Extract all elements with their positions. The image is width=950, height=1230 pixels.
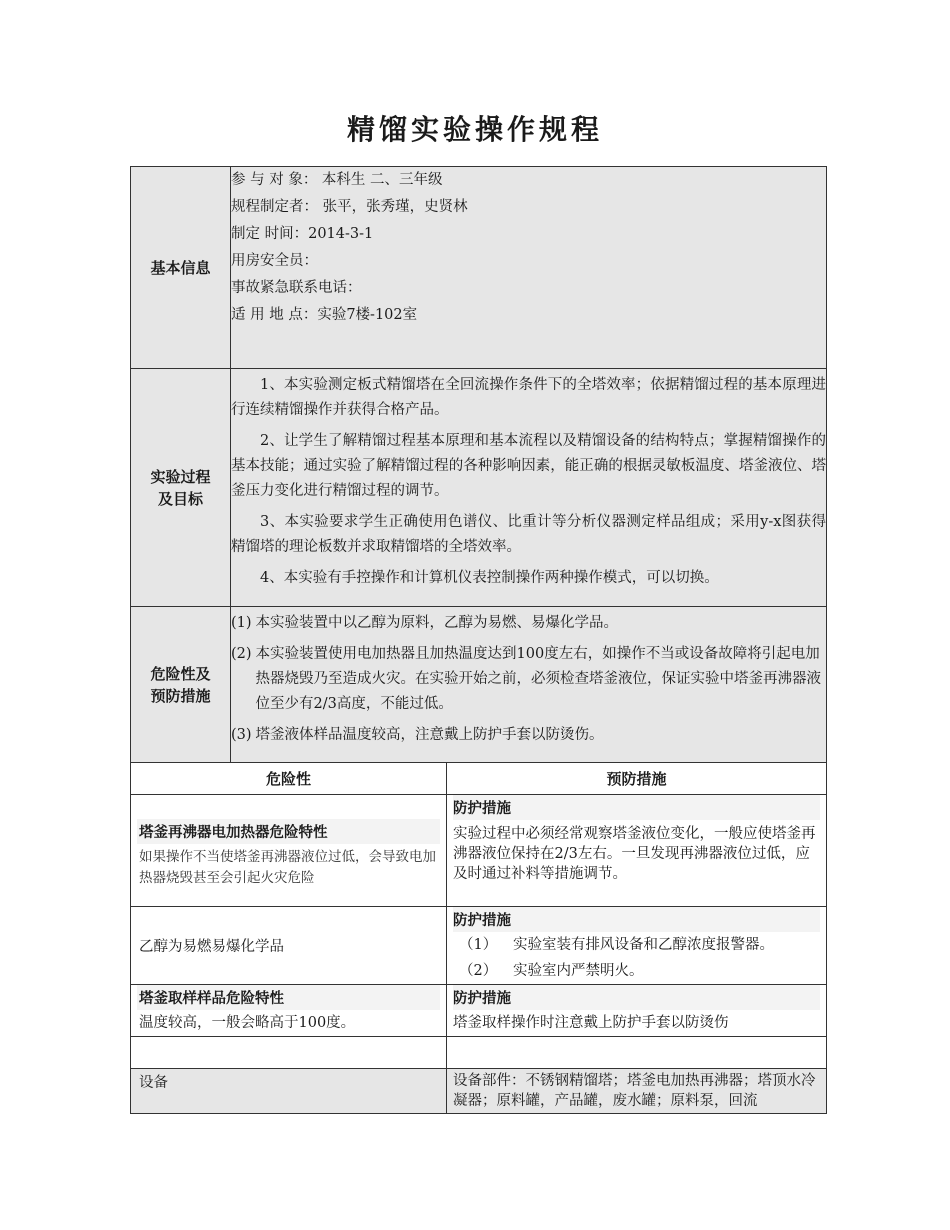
safety-officer-line: 用房安全员： xyxy=(231,253,318,269)
basic-info-label: 基本信息 xyxy=(131,167,231,369)
measure-description: 实验过程中必须经常观察塔釜液位变化，一般应使塔釜再沸器液位保持在2/3左右。一旦发现再沸器液位过低，应及时通过补料等措施调节。 xyxy=(453,826,816,882)
hazard-column-header: 危险性 xyxy=(131,763,447,795)
process-row xyxy=(131,369,827,607)
measure-title: 防护措施 xyxy=(453,795,820,820)
document-title: 精馏实验操作规程 xyxy=(346,113,603,146)
location-line: 适 用 地 点：实验7楼-102室 xyxy=(231,307,418,323)
process-paragraph-4: 4、本实验有手控操作和计算机仪表控制操作两种操作模式，可以切换。 xyxy=(260,570,719,586)
process-label: 实验过程及目标 xyxy=(131,369,231,607)
measures-header-row xyxy=(131,763,827,795)
hazard-description: 如果操作不当使塔釜再沸器液位过低，会导致电加热器烧毁甚至会引起火灾危险 xyxy=(139,849,436,886)
measure-title: 防护措施 xyxy=(453,907,820,932)
measures-column-header: 预防措施 xyxy=(447,763,827,795)
process-content xyxy=(231,369,827,607)
date-line: 制定 时间：2014-3-1 xyxy=(231,226,374,242)
hazard-measure-row xyxy=(131,907,827,985)
measure-description: 塔釜取样操作时注意戴上防护手套以防烫伤 xyxy=(453,1015,729,1031)
process-paragraph-3: 3、本实验要求学生正确使用色谱仪、比重计等分析仪器测定样品组成；采用y-x图获得精馏塔的理论板数并求取精馏塔的全塔效率。 xyxy=(231,514,827,555)
hazard-description: 温度较高，一般会略高于100度。 xyxy=(139,1015,356,1031)
empty-row xyxy=(131,1037,827,1069)
hazard-measure-row xyxy=(131,985,827,1037)
hazard-content xyxy=(231,607,827,763)
process-paragraph-1: 1、本实验测定板式精馏塔在全回流操作条件下的全塔效率；依据精馏过程的基本原理进行连续精馏操作并获得合格产品。 xyxy=(231,377,827,418)
emergency-phone-line: 事故紧急联系电话： xyxy=(231,280,362,296)
authors-line: 规程制定者： 张平，张秀瑾，史贤林 xyxy=(231,199,468,215)
hazard-item: (2) 本实验装置使用电加热器且加热温度达到100度左右，如操作不当或设备故障将引起电加热器烧毁乃至造成火灾。在实验开始之前，必须检查塔釜液位，保证实验中塔釜再沸器液位至少有2/3高度，不能过低。 xyxy=(231,646,822,712)
measure-cell xyxy=(447,985,827,1037)
hazard-measure-row xyxy=(131,795,827,907)
measure-cell xyxy=(447,907,827,985)
empty-cell xyxy=(447,1037,827,1069)
basic-info-row xyxy=(131,167,827,369)
hazard-title: 塔釜再沸器电加热器危险特性 xyxy=(137,819,440,844)
measure-title: 防护措施 xyxy=(453,985,820,1010)
equipment-label: 设备 xyxy=(131,1069,447,1114)
empty-cell xyxy=(131,1037,447,1069)
hazard-cell xyxy=(131,795,447,907)
equipment-description: 设备部件：不锈钢精馏塔；塔釜电加热再沸器；塔顶水冷凝器；原料罐，产品罐，废水罐；原料泵，回流 xyxy=(447,1069,827,1114)
participants-line: 参 与 对 象： 本科生 二、三年级 xyxy=(231,172,443,188)
measure-item: （2） 实验室内严禁明火。 xyxy=(459,963,644,979)
hazard-cell xyxy=(131,985,447,1037)
measure-item: （1） 实验室装有排风设备和乙醇浓度报警器。 xyxy=(459,937,774,953)
hazard-title: 塔釜取样样品危险特性 xyxy=(137,985,440,1010)
hazard-item: (1) 本实验装置中以乙醇为原料，乙醇为易燃、易爆化学品。 xyxy=(231,615,619,631)
basic-info-content xyxy=(231,167,827,369)
process-paragraph-2: 2、让学生了解精馏过程基本原理和基本流程以及精馏设备的结构特点；掌握精馏操作的基本技能；通过实验了解精馏过程的各种影响因素，能正确的根据灵敏板温度、塔釜液位、塔釜压力变化进行精馏过程的调节。 xyxy=(231,433,827,499)
measure-cell xyxy=(447,795,827,907)
hazard-row xyxy=(131,607,827,763)
procedure-table xyxy=(130,166,827,1114)
hazard-item: (3) 塔釜液体样品温度较高，注意戴上防护手套以防烫伤。 xyxy=(231,727,604,743)
hazard-label: 危险性及预防措施 xyxy=(131,607,231,763)
hazard-cell: 乙醇为易燃易爆化学品 xyxy=(131,907,447,985)
equipment-row xyxy=(131,1069,827,1114)
